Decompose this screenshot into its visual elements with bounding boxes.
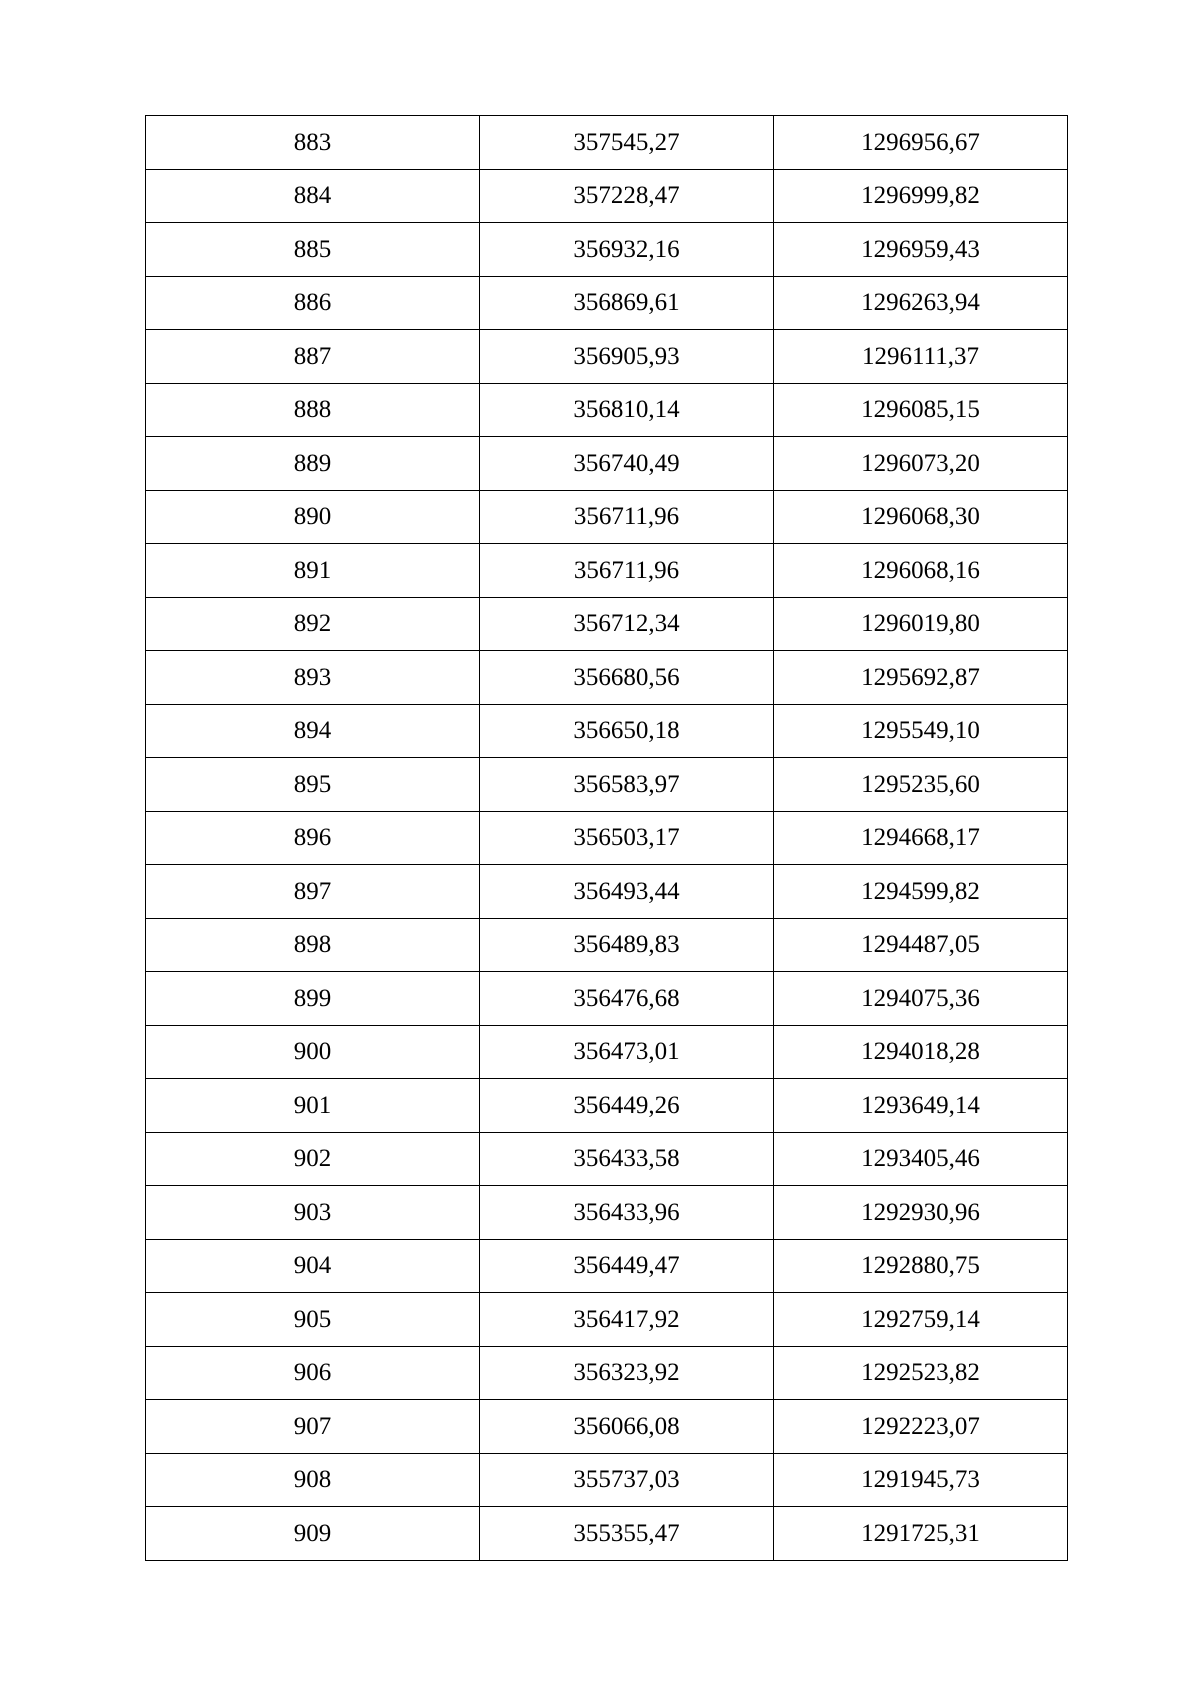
point-number-cell: 909 <box>146 1507 480 1561</box>
point-number-cell: 888 <box>146 383 480 437</box>
table-row <box>146 597 1068 651</box>
y-coordinate-cell: 1296111,37 <box>774 330 1068 384</box>
x-coordinate-cell: 356932,16 <box>480 223 774 277</box>
x-coordinate-cell: 356066,08 <box>480 1400 774 1454</box>
point-number-cell: 891 <box>146 544 480 598</box>
x-coordinate-cell: 356810,14 <box>480 383 774 437</box>
table-row <box>146 1239 1068 1293</box>
y-coordinate-cell: 1296085,15 <box>774 383 1068 437</box>
y-coordinate-cell: 1292523,82 <box>774 1346 1068 1400</box>
point-number-cell: 883 <box>146 116 480 170</box>
y-coordinate-cell: 1295235,60 <box>774 758 1068 812</box>
y-coordinate-cell: 1292880,75 <box>774 1239 1068 1293</box>
table-row <box>146 1507 1068 1561</box>
table-row <box>146 704 1068 758</box>
y-coordinate-cell: 1296073,20 <box>774 437 1068 491</box>
point-number-cell: 903 <box>146 1186 480 1240</box>
x-coordinate-cell: 356650,18 <box>480 704 774 758</box>
point-number-cell: 905 <box>146 1293 480 1347</box>
table-row <box>146 651 1068 705</box>
y-coordinate-cell: 1296999,82 <box>774 169 1068 223</box>
table-row <box>146 223 1068 277</box>
y-coordinate-cell: 1294599,82 <box>774 865 1068 919</box>
x-coordinate-cell: 356493,44 <box>480 865 774 919</box>
y-coordinate-cell: 1292930,96 <box>774 1186 1068 1240</box>
x-coordinate-cell: 356503,17 <box>480 811 774 865</box>
y-coordinate-cell: 1294075,36 <box>774 972 1068 1026</box>
point-number-cell: 884 <box>146 169 480 223</box>
x-coordinate-cell: 357545,27 <box>480 116 774 170</box>
point-number-cell: 896 <box>146 811 480 865</box>
y-coordinate-cell: 1296068,30 <box>774 490 1068 544</box>
table-row <box>146 1453 1068 1507</box>
y-coordinate-cell: 1296019,80 <box>774 597 1068 651</box>
point-number-cell: 900 <box>146 1025 480 1079</box>
y-coordinate-cell: 1296959,43 <box>774 223 1068 277</box>
x-coordinate-cell: 356449,26 <box>480 1079 774 1133</box>
point-number-cell: 894 <box>146 704 480 758</box>
x-coordinate-cell: 356417,92 <box>480 1293 774 1347</box>
table-row <box>146 276 1068 330</box>
x-coordinate-cell: 357228,47 <box>480 169 774 223</box>
table-row <box>146 758 1068 812</box>
y-coordinate-cell: 1294668,17 <box>774 811 1068 865</box>
x-coordinate-cell: 356711,96 <box>480 490 774 544</box>
table-row <box>146 544 1068 598</box>
table-row <box>146 918 1068 972</box>
y-coordinate-cell: 1295692,87 <box>774 651 1068 705</box>
x-coordinate-cell: 356449,47 <box>480 1239 774 1293</box>
point-number-cell: 889 <box>146 437 480 491</box>
point-number-cell: 887 <box>146 330 480 384</box>
point-number-cell: 908 <box>146 1453 480 1507</box>
table-row <box>146 1132 1068 1186</box>
table-row <box>146 330 1068 384</box>
x-coordinate-cell: 356476,68 <box>480 972 774 1026</box>
table-row <box>146 490 1068 544</box>
y-coordinate-cell: 1295549,10 <box>774 704 1068 758</box>
point-number-cell: 885 <box>146 223 480 277</box>
table-row <box>146 1400 1068 1454</box>
y-coordinate-cell: 1292223,07 <box>774 1400 1068 1454</box>
y-coordinate-cell: 1294487,05 <box>774 918 1068 972</box>
y-coordinate-cell: 1291945,73 <box>774 1453 1068 1507</box>
table-row <box>146 116 1068 170</box>
table-row <box>146 1346 1068 1400</box>
point-number-cell: 904 <box>146 1239 480 1293</box>
point-number-cell: 907 <box>146 1400 480 1454</box>
y-coordinate-cell: 1296956,67 <box>774 116 1068 170</box>
x-coordinate-cell: 356905,93 <box>480 330 774 384</box>
x-coordinate-cell: 355355,47 <box>480 1507 774 1561</box>
point-number-cell: 895 <box>146 758 480 812</box>
y-coordinate-cell: 1293649,14 <box>774 1079 1068 1133</box>
point-number-cell: 892 <box>146 597 480 651</box>
x-coordinate-cell: 356680,56 <box>480 651 774 705</box>
point-number-cell: 906 <box>146 1346 480 1400</box>
table-row <box>146 1186 1068 1240</box>
y-coordinate-cell: 1294018,28 <box>774 1025 1068 1079</box>
y-coordinate-cell: 1296263,94 <box>774 276 1068 330</box>
coordinates-table <box>145 115 1068 1561</box>
point-number-cell: 899 <box>146 972 480 1026</box>
x-coordinate-cell: 356433,58 <box>480 1132 774 1186</box>
x-coordinate-cell: 356583,97 <box>480 758 774 812</box>
point-number-cell: 898 <box>146 918 480 972</box>
point-number-cell: 886 <box>146 276 480 330</box>
table-row <box>146 1079 1068 1133</box>
y-coordinate-cell: 1293405,46 <box>774 1132 1068 1186</box>
y-coordinate-cell: 1296068,16 <box>774 544 1068 598</box>
y-coordinate-cell: 1291725,31 <box>774 1507 1068 1561</box>
x-coordinate-cell: 356869,61 <box>480 276 774 330</box>
x-coordinate-cell: 356323,92 <box>480 1346 774 1400</box>
point-number-cell: 901 <box>146 1079 480 1133</box>
point-number-cell: 893 <box>146 651 480 705</box>
x-coordinate-cell: 355737,03 <box>480 1453 774 1507</box>
point-number-cell: 890 <box>146 490 480 544</box>
y-coordinate-cell: 1292759,14 <box>774 1293 1068 1347</box>
x-coordinate-cell: 356489,83 <box>480 918 774 972</box>
table-row <box>146 437 1068 491</box>
x-coordinate-cell: 356711,96 <box>480 544 774 598</box>
x-coordinate-cell: 356740,49 <box>480 437 774 491</box>
point-number-cell: 902 <box>146 1132 480 1186</box>
table-row <box>146 1293 1068 1347</box>
x-coordinate-cell: 356712,34 <box>480 597 774 651</box>
table-row <box>146 972 1068 1026</box>
point-number-cell: 897 <box>146 865 480 919</box>
x-coordinate-cell: 356473,01 <box>480 1025 774 1079</box>
table-row <box>146 169 1068 223</box>
table-row <box>146 1025 1068 1079</box>
table-row <box>146 383 1068 437</box>
x-coordinate-cell: 356433,96 <box>480 1186 774 1240</box>
table-row <box>146 865 1068 919</box>
table-row <box>146 811 1068 865</box>
coordinates-table-body <box>146 116 1068 1561</box>
